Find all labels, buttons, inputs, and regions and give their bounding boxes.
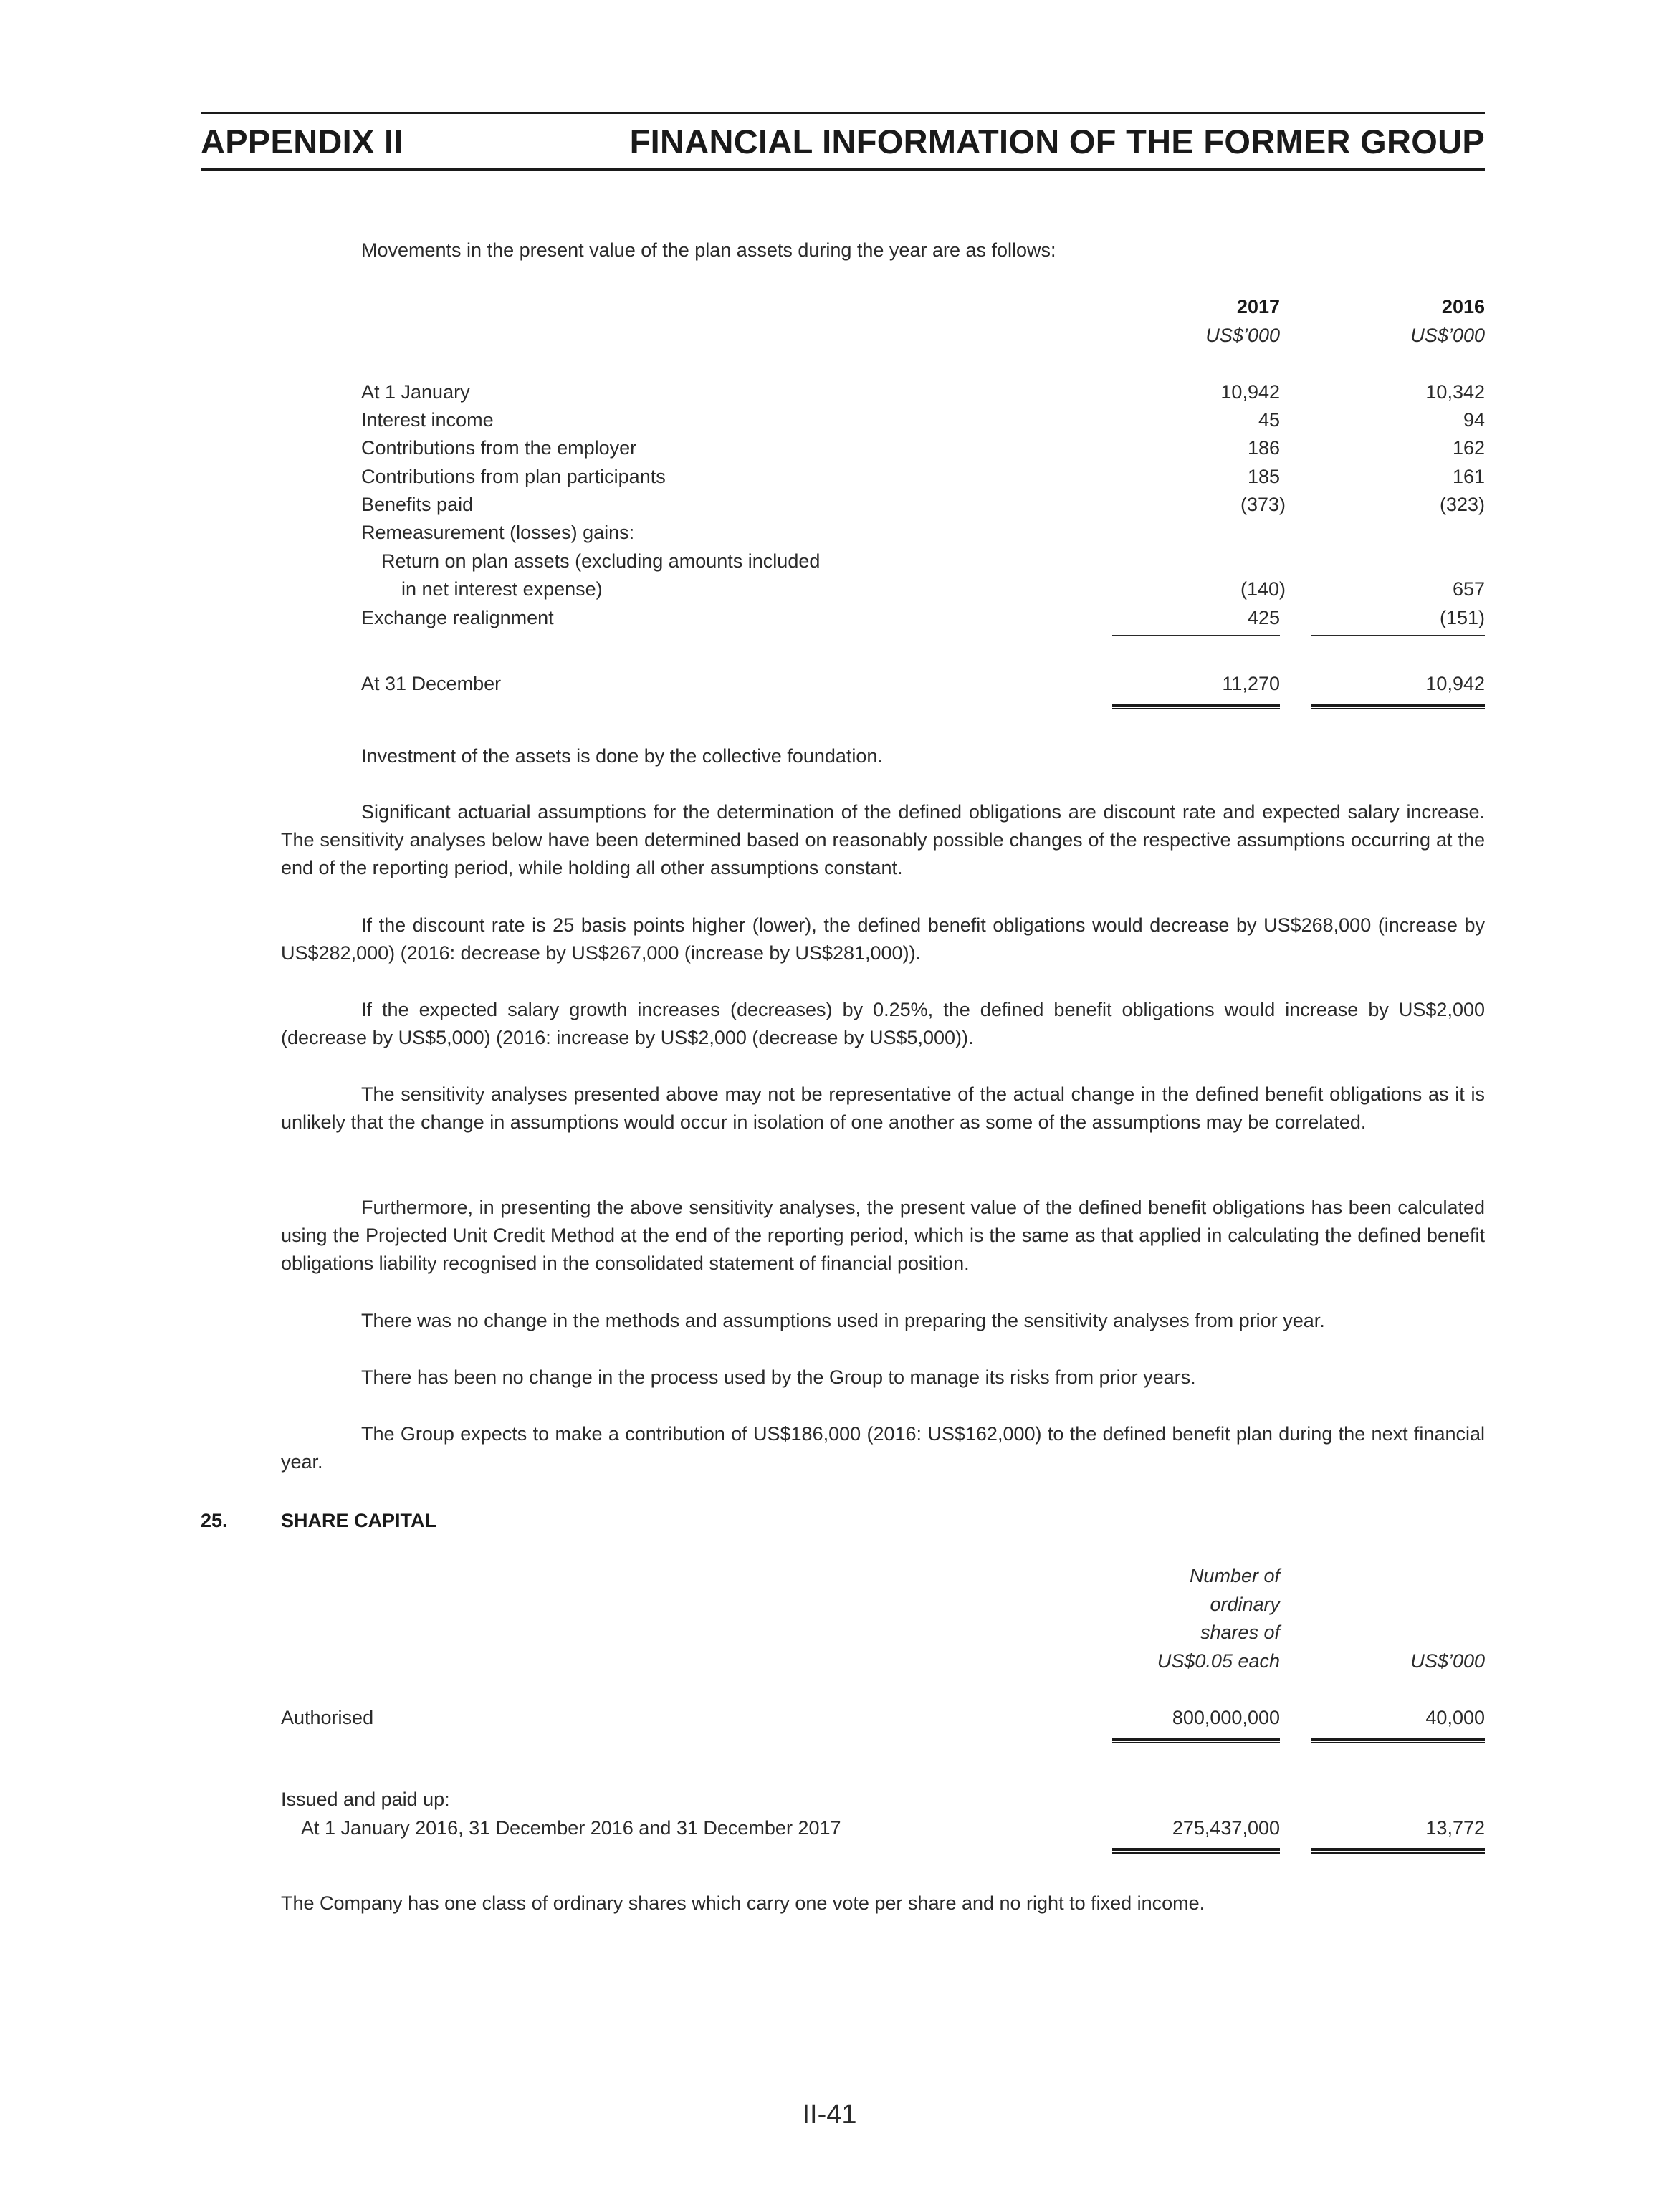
paragraph: There was no change in the methods and assumptions used in preparing the sensitivity analyses from prior year. bbox=[361, 1310, 1325, 1331]
row-value-2017: 185 bbox=[1247, 466, 1280, 487]
page-title: FINANCIAL INFORMATION OF THE FORMER GROUP bbox=[629, 123, 1485, 161]
amount-col-head: US$’000 bbox=[1410, 1650, 1485, 1672]
row-label: Benefits paid bbox=[361, 494, 474, 515]
row-value-2017: 10,942 bbox=[1220, 381, 1280, 403]
shares-col-head-line: Number of bbox=[1189, 1565, 1280, 1586]
row-label: in net interest expense) bbox=[401, 578, 603, 600]
authorised-label: Authorised bbox=[281, 1707, 374, 1728]
col-unit-2017: US$’000 bbox=[1205, 325, 1280, 346]
paragraph bbox=[281, 1420, 1485, 1476]
row-value-2016: 657 bbox=[1452, 578, 1485, 600]
total-label: At 31 December bbox=[361, 673, 502, 694]
authorised-amount: 40,000 bbox=[1425, 1707, 1485, 1728]
paragraph: Investment of the assets is done by the collective foundation. bbox=[361, 745, 883, 767]
row-value-2017: (140) bbox=[1240, 578, 1286, 600]
authorised-double-rule-shares bbox=[1112, 1738, 1280, 1743]
paragraph bbox=[281, 996, 1485, 1052]
paragraph bbox=[281, 1081, 1485, 1136]
subtotal-rule-2016 bbox=[1311, 635, 1485, 636]
total-value-2016: 10,942 bbox=[1425, 673, 1485, 694]
col-unit-2016: US$’000 bbox=[1410, 325, 1485, 346]
row-value-2016: 10,342 bbox=[1425, 381, 1485, 403]
row-value-2017: 45 bbox=[1258, 409, 1280, 431]
authorised-shares: 800,000,000 bbox=[1172, 1707, 1280, 1728]
header-top-rule bbox=[201, 112, 1485, 114]
paragraph-text: If the discount rate is 25 basis points higher (lower), the defined benefit obligations would decrease by US$268,000 (increase by US$282,000) (2016: decrease by US$267,000 (increase by US$281,000)). bbox=[281, 914, 1485, 964]
col-year-2016: 2016 bbox=[1441, 296, 1485, 317]
row-label: Return on plan assets (excluding amounts included bbox=[381, 550, 821, 572]
page-number: II-41 bbox=[802, 2100, 857, 2130]
paragraph bbox=[281, 798, 1485, 882]
issued-double-rule-amount bbox=[1311, 1848, 1485, 1854]
issued-shares: 275,437,000 bbox=[1172, 1817, 1280, 1839]
subtotal-rule-2017 bbox=[1112, 635, 1280, 636]
row-value-2017: 186 bbox=[1247, 437, 1280, 459]
plan-assets-intro: Movements in the present value of the plan assets during the year are as follows: bbox=[361, 239, 1056, 261]
total-value-2017: 11,270 bbox=[1222, 673, 1280, 694]
row-value-2016: 161 bbox=[1452, 466, 1485, 487]
appendix-label: APPENDIX II bbox=[201, 123, 403, 161]
total-double-rule-2017 bbox=[1112, 704, 1280, 709]
row-label: Interest income bbox=[361, 409, 494, 431]
row-value-2016: (323) bbox=[1439, 494, 1485, 515]
section-number: 25. bbox=[201, 1510, 228, 1531]
row-value-2017: 425 bbox=[1247, 607, 1280, 628]
paragraph bbox=[281, 911, 1485, 967]
issued-amount: 13,772 bbox=[1425, 1817, 1485, 1839]
paragraph-text: Furthermore, in presenting the above sensitivity analyses, the present value of the defined benefit obligations has been calculated using the Projected Unit Credit Method at the end of the reporting period, which is the same as that applied in calculating the defined benefit obligations liability recognised in the consolidated statement of financial position. bbox=[281, 1197, 1485, 1274]
shares-col-head-line: US$0.05 each bbox=[1157, 1650, 1280, 1672]
col-year-2017: 2017 bbox=[1236, 296, 1280, 317]
row-label: Exchange realignment bbox=[361, 607, 554, 628]
paragraph: There has been no change in the process used by the Group to manage its risks from prior years. bbox=[361, 1366, 1196, 1388]
issued-double-rule-shares bbox=[1112, 1848, 1280, 1854]
shares-col-head-line: ordinary bbox=[1210, 1594, 1280, 1615]
issued-row-label: At 1 January 2016, 31 December 2016 and 31 December 2017 bbox=[301, 1817, 841, 1839]
paragraph-text: The Group expects to make a contribution of US$186,000 (2016: US$162,000) to the defined benefit plan during the next financial year. bbox=[281, 1423, 1485, 1473]
paragraph-text: The sensitivity analyses presented above may not be representative of the actual change in the defined benefit obligations as it is unlikely that the change in assumptions would occur in isolation of one another as some of the assumptions may be correlated. bbox=[281, 1083, 1485, 1133]
shares-col-head-line: shares of bbox=[1200, 1622, 1280, 1643]
row-value-2016: 94 bbox=[1463, 409, 1485, 431]
paragraph-text: Significant actuarial assumptions for the determination of the defined obligations are discount rate and expected salary increase. The sensitivity analyses below have been determined based on reasonably possible changes of the respective assumptions occurring at the end of the reporting period, while holding all other assumptions constant. bbox=[281, 801, 1485, 878]
total-double-rule-2016 bbox=[1311, 704, 1485, 709]
row-value-2017: (373) bbox=[1240, 494, 1286, 515]
row-label: Remeasurement (losses) gains: bbox=[361, 522, 635, 543]
row-label: At 1 January bbox=[361, 381, 470, 403]
row-label: Contributions from the employer bbox=[361, 437, 637, 459]
row-value-2016: (151) bbox=[1439, 607, 1485, 628]
issued-label: Issued and paid up: bbox=[281, 1789, 450, 1810]
authorised-double-rule-amount bbox=[1311, 1738, 1485, 1743]
row-value-2016: 162 bbox=[1452, 437, 1485, 459]
share-capital-note: The Company has one class of ordinary shares which carry one vote per share and no right to fixed income. bbox=[281, 1892, 1205, 1914]
header-bottom-rule bbox=[201, 168, 1485, 171]
row-label: Contributions from plan participants bbox=[361, 466, 666, 487]
section-title: SHARE CAPITAL bbox=[281, 1510, 437, 1531]
paragraph-text: If the expected salary growth increases (decreases) by 0.25%, the defined benefit obligations would increase by US$2,000 (decrease by US$5,000) (2016: increase by US$2,000 (decrease by US$5,000)). bbox=[281, 999, 1485, 1048]
paragraph bbox=[281, 1194, 1485, 1278]
